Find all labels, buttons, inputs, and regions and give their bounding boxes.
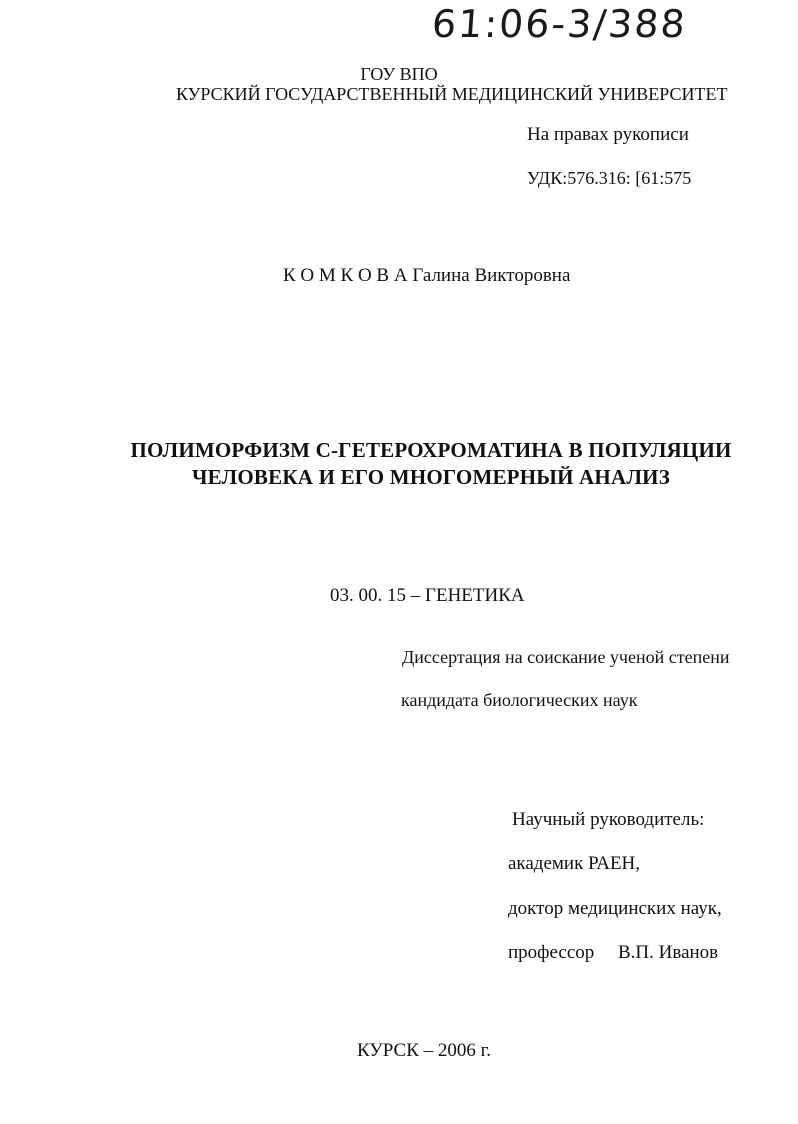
dissertation-title-line-2: ЧЕЛОВЕКА И ЕГО МНОГОМЕРНЫЙ АНАЛИЗ (192, 465, 670, 489)
degree-line-2: кандидата биологических наук (401, 690, 638, 710)
supervisor-title: профессор (508, 942, 595, 963)
supervisor-rank: академик РАЕН, (508, 853, 641, 874)
udk-code: УДК:576.316: [61:575 (527, 168, 692, 188)
author-surname: К О М К О В А (283, 265, 408, 286)
institution-line-2: КУРСКИЙ ГОСУДАРСТВЕННЫЙ МЕДИЦИНСКИЙ УНИВЕРСИТЕТ (176, 84, 728, 104)
institution-line-1: ГОУ ВПО (360, 64, 438, 84)
supervisor-name: В.П. Иванов (618, 942, 719, 963)
author-name (283, 265, 570, 287)
handwritten-archive-number: 61:06-3/388 (430, 2, 689, 46)
supervisor-heading: Научный руководитель: (512, 809, 705, 830)
rights-note: На правах рукописи (527, 124, 689, 145)
degree-line-1: Диссертация на соискание ученой степени (402, 647, 730, 667)
specialty-code: 03. 00. 15 – ГЕНЕТИКА (330, 585, 525, 606)
place-and-year: КУРСК – 2006 г. (357, 1040, 492, 1061)
supervisor-degree: доктор медицинских наук, (508, 898, 722, 919)
author-given-names: Галина Викторовна (412, 265, 571, 286)
dissertation-title-line-1: ПОЛИМОРФИЗМ С-ГЕТЕРОХРОМАТИНА В ПОПУЛЯЦИИ (130, 438, 732, 462)
